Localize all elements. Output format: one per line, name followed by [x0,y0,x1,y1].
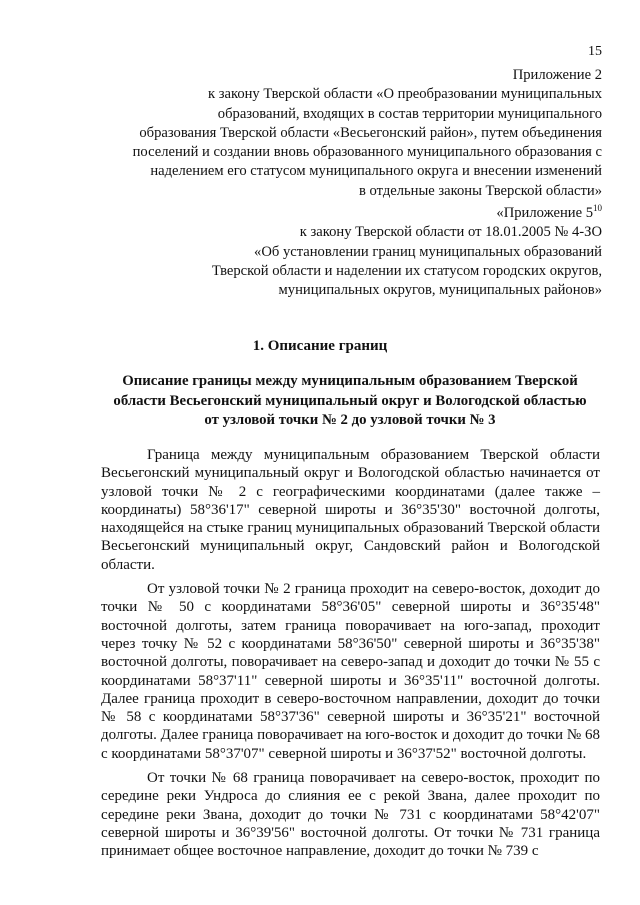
appendix-5-line: «Об установлении границ муниципальных образований [254,243,602,260]
appendix-2-header [82,66,602,201]
appendix-5-superscript: 10 [593,203,602,213]
appendix-5-line: Тверской области и наделении их статусом городских округов, [211,262,602,279]
description-title-line: Описание границы между муниципальным образованием Тверской [122,373,578,389]
appendix-2-line: образования Тверской области «Весьегонский район», путем объединения [139,124,602,141]
appendix-2-line: поселений и создании вновь образованного муниципального образования с [132,144,602,161]
appendix-5-line: к закону Тверской области от 18.01.2005 № 4-ЗО [299,224,602,241]
appendix-2-title: Приложение 2 [512,67,602,83]
description-title-line: от узловой точки № 2 до узловой точки № 3 [204,412,496,428]
paragraph: Граница между муниципальным образованием Тверской области Весьегонский муниципальный округ и Вологодской областью начинается от узловой точки № 2 с географическими координатами (далее также – координаты) 58°36'17" северной широты и 36°35'30" восточной долготы, находящейся на стыке границ муниципальных образований Тверской области Весьегонский муниципальный округ, Сандовский район и Вологодской области. [101,447,600,573]
appendix-5-title [82,204,602,223]
description-title-line: области Весьегонский муниципальный округ и Вологодской областью [113,392,587,409]
paragraph: От узловой точки № 2 граница проходит на северо-восток, доходит до точки № 50 с координатами 58°36'05" северной широты и 36°35'48" восточной долготы, затем граница поворачивает на юго-запад, проходит через точку № 52 с координатами 58°36'50" северной широты и 36°35'38" восточной долготы, поворачивает на северо-запад и доходит до точки № 55 с координатами 58°37'11" северной широты и 36°35'11" восточной долготы. Далее граница проходит в северо-восточном направлении, доходит до точки № 58 с координатами 58°37'36" северной широты и 36°35'21" восточной долготы. Далее граница поворачивает на юго-восток и доходит до точки № 68 с координатами 58°37'07" северной широты и 36°37'52" восточной долготы. [101,581,600,762]
appendix-2-line: в отдельные законы Тверской области» [359,182,602,199]
appendix-2-line: наделением его статусом муниципального округа и внесении изменений [150,163,602,180]
appendix-2-line: к закону Тверской области «О преобразовании муниципальных [208,86,602,103]
appendix-2-line: образований, входящих в состав территории муниципального [217,105,602,122]
appendix-5-header [82,204,602,300]
section-title: 1. Описание границ [252,338,388,354]
appendix-5-line: муниципальных округов, муниципальных районов» [278,282,602,299]
description-title [100,372,600,431]
paragraph: От точки № 68 граница поворачивает на северо-восток, проходит по середине реки Ундроса до слияния ее с рекой Звана, далее проходит по середине реки Звана, доходит до точки № 731 с координатами 58°42'07" северной широты и 36°39'56" восточной долготы. От точки № 731 граница принимает общее восточное направление, доходит до точки № 739 с [101,770,600,860]
body-text [101,446,600,867]
appendix-5-title-text: «Приложение 5 [496,205,593,221]
page-number: 15 [588,44,602,59]
